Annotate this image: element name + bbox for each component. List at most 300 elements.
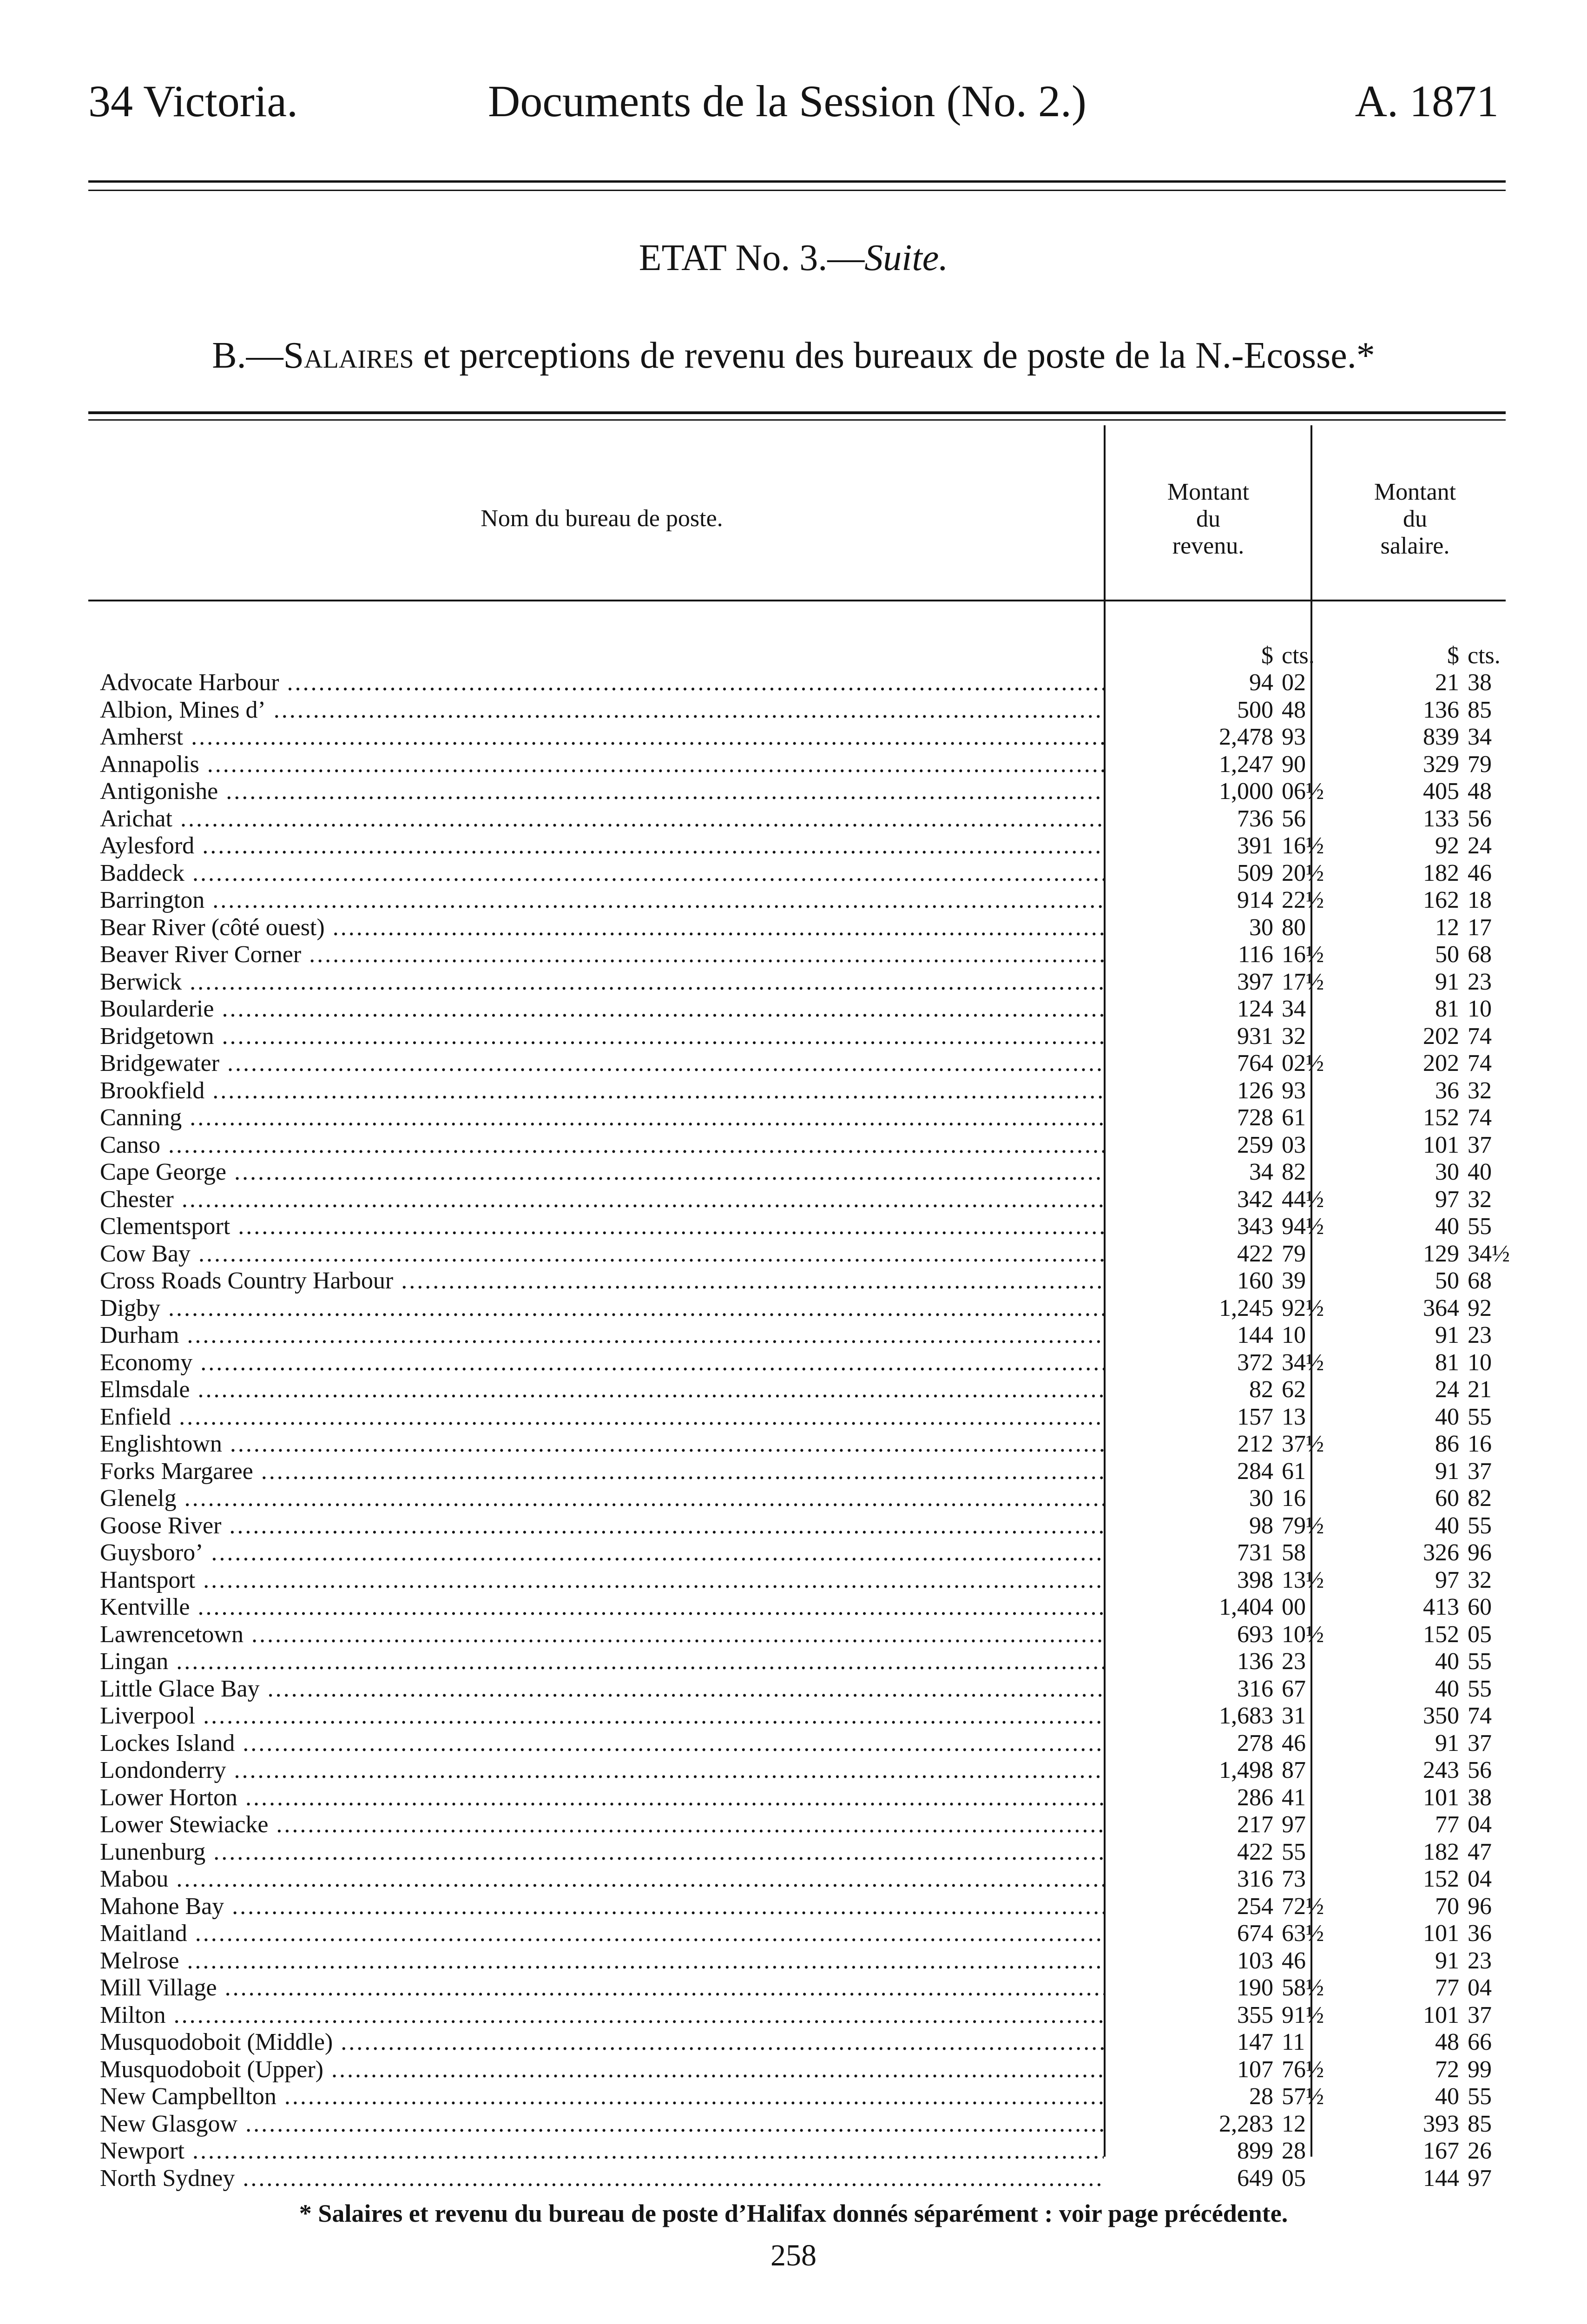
post-office-name: Kentville ..... [100,1594,1104,1621]
post-office-name: Hantsport ..... [100,1567,1104,1594]
table-row [0,2029,1587,2056]
revenue-cents: 94½ [1282,1213,1324,1240]
post-office-name: Berwick ..... [100,969,1104,996]
revenue-dollars: 764 [1237,1050,1273,1076]
table-row [0,969,1587,996]
revenue-cents: 46 [1282,1730,1306,1756]
revenue-dollars: 103 [1237,1947,1273,1974]
revenue-dollars: 914 [1237,887,1273,913]
revenue-cents: 06½ [1282,778,1324,805]
post-office-name: Londonderry ..... [100,1757,1104,1784]
table-top-rule-thin [88,419,1506,421]
header-rule-thick [88,180,1506,183]
post-office-name: Aylesford ..... [100,832,1104,860]
post-office-name: Little Glace Bay ..... [100,1676,1104,1703]
revenue-cents: 91½ [1282,2001,1324,2028]
revenue-dollars: 94 [1249,669,1273,696]
salary-dollars: 81 [1435,1349,1459,1376]
table-row [0,1920,1587,1948]
table-row [0,1376,1587,1404]
table-row [0,1295,1587,1322]
table-subtitle [0,337,1587,374]
post-office-name: Lower Horton ..... [100,1784,1104,1812]
revenue-cents: 57½ [1282,2083,1324,2110]
salary-dollars: 97 [1435,1566,1459,1593]
post-office-name: Lunenburg ..... [100,1839,1104,1866]
salary-cents: 55 [1468,1675,1492,1702]
table-row [0,1404,1587,1431]
table-row [0,1268,1587,1295]
salary-cents: 55 [1468,1512,1492,1539]
revenue-cents: 10 [1282,1322,1306,1348]
post-office-name: Chester ..... [100,1186,1104,1214]
revenue-cents: 17½ [1282,968,1324,995]
revenue-cents: 90 [1282,751,1306,778]
statement-title-main: ETAT No. 3.— [639,238,865,278]
post-office-name: New Campbellton ..... [100,2083,1104,2111]
salary-cents: 96 [1468,1539,1492,1566]
revenue-cents: 56 [1282,805,1306,832]
revenue-dollars: 82 [1249,1376,1273,1403]
revenue-cents: 58 [1282,1539,1306,1566]
salary-cents: 37 [1468,1131,1492,1158]
revenue-dollars: 2,283 [1219,2110,1273,2137]
salary-cents: 10 [1468,1349,1492,1376]
post-office-name: Lingan ..... [100,1648,1104,1676]
revenue-dollars: 342 [1237,1186,1273,1213]
revenue-cents: 20½ [1282,859,1324,886]
salary-cents: 85 [1468,2110,1492,2137]
salary-dollars: 86 [1435,1431,1459,1457]
table-row [0,941,1587,969]
revenue-dollars: 144 [1237,1322,1273,1348]
revenue-dollars: 136 [1237,1648,1273,1675]
revenue-dollars: 397 [1237,968,1273,995]
revenue-cents: 61 [1282,1104,1306,1131]
table-row [0,697,1587,724]
revenue-cents: 02½ [1282,1050,1324,1076]
running-head-left: 34 Victoria. [88,76,298,126]
salary-dollars: 393 [1423,2110,1459,2137]
post-office-name: Lockes Island ..... [100,1730,1104,1757]
revenue-cents: 63½ [1282,1920,1324,1947]
table-row [0,860,1587,887]
revenue-cents: 22½ [1282,887,1324,913]
column-header-revenue-line2: du [1196,506,1220,532]
revenue-cents: 67 [1282,1675,1306,1702]
salary-dollars: 50 [1435,941,1459,968]
table-row [0,1594,1587,1621]
salary-dollars: 101 [1423,1784,1459,1811]
revenue-dollars: 259 [1237,1131,1273,1158]
post-office-name: Advocate Harbour ..... [100,669,1104,697]
post-office-name: Elmsdale ..... [100,1376,1104,1404]
salary-dollars: 91 [1435,1322,1459,1348]
salary-dollars: 40 [1435,1213,1459,1240]
salary-dollars: 40 [1435,2083,1459,2110]
revenue-cents: 12 [1282,2110,1306,2137]
salary-cents: 74 [1468,1050,1492,1076]
post-office-name: Brookfield ..... [100,1077,1104,1105]
salary-dollars: 162 [1423,887,1459,913]
table-row [0,805,1587,833]
revenue-cents: 48 [1282,696,1306,723]
column-header-name: Nom du bureau de poste. [481,505,723,532]
table-row [0,669,1587,697]
revenue-dollars: 674 [1237,1920,1273,1947]
table-row [0,1839,1587,1866]
table-row [0,751,1587,779]
salary-cents: 32 [1468,1077,1492,1104]
post-office-name: Canning ..... [100,1104,1104,1132]
revenue-cents: 23 [1282,1648,1306,1675]
revenue-cents: 16 [1282,1485,1306,1512]
salary-dollars: 91 [1435,968,1459,995]
revenue-dollars: 1,000 [1219,778,1273,805]
post-office-name: Albion, Mines d’ ..... [100,697,1104,724]
salary-cents: 99 [1468,2056,1492,2083]
revenue-dollars: 736 [1237,805,1273,832]
salary-dollar-unit: $ [1447,642,1459,669]
salary-cents: 74 [1468,1023,1492,1050]
salary-cents: 47 [1468,1838,1492,1865]
salary-dollars: 202 [1423,1050,1459,1076]
table-row [0,1023,1587,1050]
table-row [0,1539,1587,1567]
salary-cents: 10 [1468,996,1492,1022]
post-office-name: Cross Roads Country Harbour ..... [100,1268,1104,1295]
salary-cents: 23 [1468,968,1492,995]
salary-cents: 37 [1468,1730,1492,1756]
revenue-dollars: 126 [1237,1077,1273,1104]
statement-title [0,239,1587,277]
salary-dollars: 30 [1435,1159,1459,1185]
salary-dollars: 152 [1423,1866,1459,1892]
salary-cents: 34 [1468,724,1492,750]
post-office-name: Cow Bay ..... [100,1241,1104,1268]
column-header-revenue-line1: Montant [1167,479,1250,505]
salary-cents: 37 [1468,2001,1492,2028]
salary-cents: 23 [1468,1322,1492,1348]
post-office-name: Englishtown ..... [100,1431,1104,1458]
post-office-table-body [0,669,1587,2192]
table-row [0,1186,1587,1214]
salary-cents: 04 [1468,1866,1492,1892]
revenue-cents: 28 [1282,2138,1306,2164]
post-office-name: Arichat ..... [100,805,1104,833]
salary-dollars: 24 [1435,1376,1459,1403]
revenue-dollars: 278 [1237,1730,1273,1756]
salary-dollars: 48 [1435,2029,1459,2055]
salary-dollars: 839 [1423,724,1459,750]
revenue-dollars: 509 [1237,859,1273,886]
salary-dollars: 413 [1423,1594,1459,1620]
revenue-dollars: 728 [1237,1104,1273,1131]
table-row [0,832,1587,860]
salary-cents: 85 [1468,696,1492,723]
revenue-dollars: 116 [1238,941,1273,968]
revenue-dollars: 391 [1237,832,1273,859]
salary-cents: 68 [1468,941,1492,968]
salary-cents: 18 [1468,887,1492,913]
revenue-dollars: 422 [1237,1838,1273,1865]
column-header-revenue-line3: revenu. [1172,533,1245,559]
revenue-dollars: 649 [1237,2165,1273,2192]
table-row [0,1648,1587,1676]
revenue-cents: 11 [1282,2029,1305,2055]
post-office-name: Glenelg ..... [100,1485,1104,1512]
revenue-dollars: 98 [1249,1512,1273,1539]
post-office-name: Antigonishe ..... [100,778,1104,805]
salary-cents: 74 [1468,1104,1492,1131]
revenue-dollars: 931 [1237,1023,1273,1050]
table-row [0,1241,1587,1268]
revenue-cents: 93 [1282,1077,1306,1104]
table-top-rule-thick [88,411,1506,414]
post-office-name: Digby ..... [100,1295,1104,1322]
salary-cents: 04 [1468,1811,1492,1838]
salary-dollars: 101 [1423,1131,1459,1158]
salary-dollars: 364 [1423,1294,1459,1321]
table-row [0,1159,1587,1186]
salary-cents: 56 [1468,805,1492,832]
revenue-cents: 31 [1282,1703,1306,1729]
salary-cents: 56 [1468,1757,1492,1783]
post-office-name: Mabou ..... [100,1866,1104,1893]
header-rule-thin [88,190,1506,191]
table-row [0,1512,1587,1540]
post-office-name: North Sydney ..... [100,2165,1104,2192]
salary-dollars: 152 [1423,1104,1459,1131]
revenue-cents: 16½ [1282,941,1324,968]
post-office-name: Bridgetown ..... [100,1023,1104,1050]
units-row [0,642,1587,670]
post-office-name: Clementsport ..... [100,1213,1104,1241]
column-header-revenue [1106,479,1310,560]
revenue-cents: 03 [1282,1131,1306,1158]
salary-cents: 38 [1468,1784,1492,1811]
revenue-cents: 34 [1282,996,1306,1022]
post-office-name: Enfield ..... [100,1404,1104,1431]
post-office-name: Maitland ..... [100,1920,1104,1948]
salary-cents: 79 [1468,751,1492,778]
revenue-dollars: 316 [1237,1866,1273,1892]
post-office-name: Boularderie ..... [100,996,1104,1023]
salary-dollars: 77 [1435,1811,1459,1838]
table-row [0,914,1587,942]
table-row [0,1621,1587,1649]
table-row [0,887,1587,914]
salary-cents: 24 [1468,832,1492,859]
salary-cents: 34½ [1468,1240,1510,1267]
revenue-cents: 87 [1282,1757,1306,1783]
post-office-name: New Glasgow ..... [100,2111,1104,2138]
subtitle-smallcaps: Salaires [283,335,414,376]
salary-cents: 66 [1468,2029,1492,2055]
salary-cents: 74 [1468,1703,1492,1729]
revenue-cents: 10½ [1282,1621,1324,1648]
revenue-cents: 02 [1282,669,1306,696]
post-office-name: Newport ..... [100,2138,1104,2165]
table-row [0,1322,1587,1349]
post-office-name: Forks Margaree ..... [100,1458,1104,1486]
post-office-name: Liverpool ..... [100,1703,1104,1730]
revenue-cents: 92½ [1282,1294,1324,1321]
post-office-name: Musquodoboit (Upper) ..... [100,2056,1104,2084]
revenue-dollars: 1,245 [1219,1294,1273,1321]
salary-dollars: 91 [1435,1730,1459,1756]
salary-cents: 21 [1468,1376,1492,1403]
revenue-dollars: 34 [1249,1159,1273,1185]
table-row [0,1077,1587,1105]
revenue-dollars: 30 [1249,914,1273,941]
revenue-cents: 58½ [1282,1974,1324,2001]
subtitle-rest: et perceptions de revenu des bureaux de poste de la N.-Ecosse.* [414,335,1375,376]
salary-dollars: 40 [1435,1403,1459,1430]
statement-title-continued: Suite. [864,238,948,278]
revenue-cents: 44½ [1282,1186,1324,1213]
revenue-cents: 41 [1282,1784,1306,1811]
salary-dollars: 91 [1435,1458,1459,1485]
table-row [0,1050,1587,1077]
revenue-dollars: 500 [1237,696,1273,723]
revenue-dollars: 355 [1237,2001,1273,2028]
revenue-cents: 79 [1282,1240,1306,1267]
revenue-dollars: 343 [1237,1213,1273,1240]
revenue-cents: 61 [1282,1458,1306,1485]
revenue-cents: 62 [1282,1376,1306,1403]
table-row [0,1811,1587,1839]
post-office-name: Mahone Bay ..... [100,1893,1104,1921]
salary-dollars: 40 [1435,1648,1459,1675]
revenue-cents: 76½ [1282,2056,1324,2083]
revenue-cents: 82 [1282,1159,1306,1185]
revenue-cents: 13 [1282,1403,1306,1430]
post-office-name: Bear River (côté ouest) ..... [100,914,1104,942]
revenue-dollars: 190 [1237,1974,1273,2001]
footnote: * Salaires et revenu du bureau de poste d’Halifax donnés séparément : voir page précédente. [299,2199,1288,2227]
salary-cents: 48 [1468,778,1492,805]
salary-dollars: 97 [1435,1186,1459,1213]
salary-dollars: 101 [1423,2001,1459,2028]
table-row [0,1431,1587,1458]
revenue-cents: 79½ [1282,1512,1324,1539]
post-office-name: Economy ..... [100,1349,1104,1377]
revenue-dollars: 372 [1237,1349,1273,1376]
salary-cents: 55 [1468,1403,1492,1430]
revenue-dollars: 286 [1237,1784,1273,1811]
salary-dollars: 350 [1423,1703,1459,1729]
revenue-dollars: 899 [1237,2138,1273,2164]
salary-dollars: 129 [1423,1240,1459,1267]
revenue-cents-unit: cts. [1282,642,1315,669]
salary-cents-unit: cts. [1468,642,1501,669]
revenue-cents: 00 [1282,1594,1306,1620]
salary-dollars: 70 [1435,1893,1459,1920]
column-header-salary-line2: du [1403,506,1427,532]
post-office-name: Melrose ..... [100,1948,1104,1975]
table-row [0,1893,1587,1921]
table-row [0,2002,1587,2029]
revenue-dollars: 1,247 [1219,751,1273,778]
salary-dollars: 144 [1423,2165,1459,2192]
salary-dollars: 77 [1435,1974,1459,2001]
salary-dollars: 202 [1423,1023,1459,1050]
salary-dollars: 329 [1423,751,1459,778]
salary-cents: 96 [1468,1893,1492,1920]
post-office-name: Bridgewater ..... [100,1050,1104,1077]
salary-dollars: 12 [1435,914,1459,941]
salary-cents: 26 [1468,2138,1492,2164]
running-head-center: Documents de la Session (No. 2.) [488,76,1087,126]
revenue-cents: 32 [1282,1023,1306,1050]
salary-cents: 38 [1468,669,1492,696]
salary-cents: 17 [1468,914,1492,941]
salary-dollars: 40 [1435,1675,1459,1702]
table-row [0,1757,1587,1784]
salary-dollars: 133 [1423,805,1459,832]
table-row [0,996,1587,1023]
salary-cents: 92 [1468,1294,1492,1321]
table-row [0,2138,1587,2165]
revenue-cents: 55 [1282,1838,1306,1865]
table-row [0,1784,1587,1812]
salary-dollars: 72 [1435,2056,1459,2083]
salary-dollars: 101 [1423,1920,1459,1947]
post-office-name: Canso ..... [100,1132,1104,1159]
running-head-right: A. 1871 [1355,76,1499,126]
revenue-dollars: 1,404 [1219,1594,1273,1620]
table-row [0,1703,1587,1730]
column-header-salary [1313,479,1517,560]
revenue-dollars: 28 [1249,2083,1273,2110]
revenue-dollars: 160 [1237,1268,1273,1294]
post-office-name: Guysboro’ ..... [100,1539,1104,1567]
revenue-cents: 34½ [1282,1349,1324,1376]
revenue-dollars: 254 [1237,1893,1273,1920]
table-row [0,1866,1587,1893]
column-header-salary-line1: Montant [1374,479,1456,505]
table-row [0,1213,1587,1241]
salary-dollars: 92 [1435,832,1459,859]
salary-cents: 05 [1468,1621,1492,1648]
salary-cents: 32 [1468,1186,1492,1213]
post-office-name: Cape George ..... [100,1159,1104,1186]
salary-dollars: 167 [1423,2138,1459,2164]
salary-dollars: 243 [1423,1757,1459,1783]
revenue-dollars: 1,498 [1219,1757,1273,1783]
revenue-dollars: 124 [1237,996,1273,1022]
column-header-rule [88,600,1506,601]
salary-cents: 23 [1468,1947,1492,1974]
revenue-dollars: 422 [1237,1240,1273,1267]
post-office-name: Musquodoboit (Middle) ..... [100,2029,1104,2056]
salary-dollars: 40 [1435,1512,1459,1539]
revenue-dollars: 147 [1237,2029,1273,2055]
revenue-dollars: 30 [1249,1485,1273,1512]
table-row [0,1349,1587,1377]
post-office-name: Mill Village ..... [100,1974,1104,2002]
salary-cents: 46 [1468,859,1492,886]
table-row [0,1948,1587,1975]
salary-cents: 36 [1468,1920,1492,1947]
post-office-name: Lower Stewiacke ..... [100,1811,1104,1839]
salary-cents: 82 [1468,1485,1492,1512]
revenue-dollars: 731 [1237,1539,1273,1566]
table-row [0,778,1587,805]
revenue-dollars: 2,478 [1219,724,1273,750]
salary-cents: 55 [1468,1648,1492,1675]
